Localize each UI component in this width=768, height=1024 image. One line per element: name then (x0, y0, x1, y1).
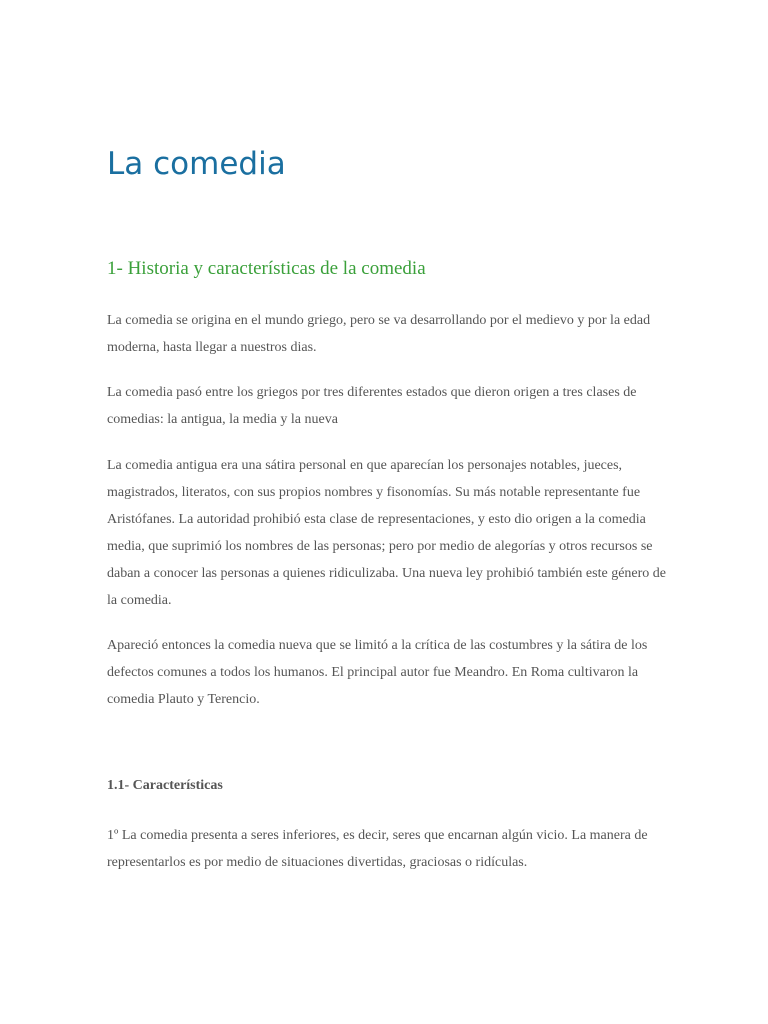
paragraph: La comedia se origina en el mundo griego, pero se va desarrollando por el medievo y por la edad moderna, hasta llegar a nuestros dias. (107, 313, 651, 355)
paragraph: Apareció entonces la comedia nueva que se limitó a la crítica de las costumbres y la sátira de los defectos comunes a todos los humanos. El principal autor fue Meandro. En Roma cultivaron la comedia Plauto y Terencio. (107, 638, 648, 707)
section-heading: 1- Historia y características de la comedia (107, 258, 426, 279)
paragraph: La comedia antigua era una sátira personal en que aparecían los personajes notables, jueces, magistrados, literatos, con sus propios nombres y fisonomías. Su más notable representante fue Aristófanes. La autoridad prohibió esta clase de representaciones, y esto dio origen a la comedia media, que suprimió los nombres de las personas; pero por medio de alegorías y otros recursos se daban a conocer las personas a quienes ridiculizaba. Una nueva ley prohibió también este género de la comedia. (107, 458, 667, 608)
paragraph: La comedia pasó entre los griegos por tres diferentes estados que dieron origen a tres clases de comedias: la antigua, la media y la nueva (107, 385, 637, 427)
subsection-heading: 1.1- Características (107, 778, 223, 793)
document-title: La comedia (107, 146, 286, 182)
paragraph: 1º La comedia presenta a seres inferiores, es decir, seres que encarnan algún vicio. La manera de representarlos es por medio de situaciones divertidas, graciosas o ridículas. (107, 828, 648, 870)
